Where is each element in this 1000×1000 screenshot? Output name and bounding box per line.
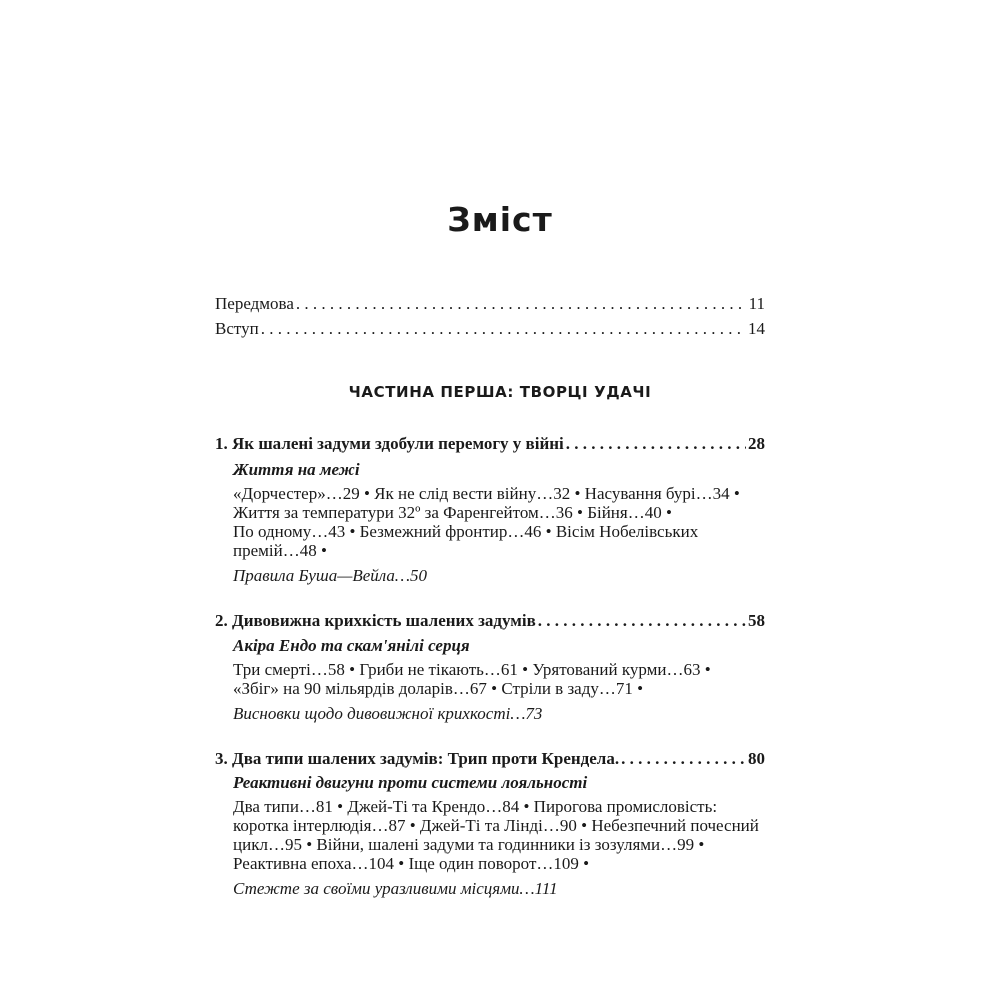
section-list-line: цикл…95 • Війни, шалені задуми та годинники із зозулями…99 • [233,835,705,854]
section-list-line: «Збіг» на 90 мільярдів доларів…67 • Стріли в заду…71 • [233,679,644,698]
section-list-line: Життя за температури 32º за Фаренгейтом…36 • Бійня…40 • [233,503,672,522]
chapter-page: 58 [748,611,765,630]
page-title: Зміст [447,200,553,239]
section-list-line: коротка інтерлюдія…87 • Джей-Ті та Лінді…90 • Небезпечний почесний [233,816,759,835]
toc-entry-page: 11 [748,294,765,313]
chapter-title: 1. Як шалені задуми здобули перемогу у війні [215,434,564,453]
chapter-conclusion: Висновки щодо дивовижної крихкості…73 [233,704,543,723]
dot-leader [538,610,746,632]
toc-entry-label: Вступ [215,319,259,338]
chapter-subtitle: Життя на межі [233,460,360,479]
chapter-page: 80 [748,749,765,768]
section-list-line: Два типи…81 • Джей-Ті та Крендо…84 • Пирогова промисловість: [233,797,718,816]
dot-leader [296,293,747,315]
chapter-conclusion: Стежте за своїми уразливими місцями…111 [233,879,558,898]
chapter-conclusion: Правила Буша—Вейла…50 [233,566,428,585]
toc-chapter-2[interactable] [215,610,765,632]
chapter-page: 28 [748,434,765,453]
section-list-line: Реактивна епоха…104 • Іще один поворот…109 • [233,854,590,873]
toc-chapter-1[interactable] [215,433,765,455]
dot-leader [261,318,746,340]
chapter-subtitle: Акіра Ендо та скам'янілі серця [233,636,470,655]
toc-entry-foreword[interactable] [215,293,765,315]
toc-entry-introduction[interactable] [215,318,765,340]
section-list-line: По одному…43 • Безмежний фронтир…46 • Вісім Нобелівських [233,522,699,541]
chapter-title: 3. Два типи шалених задумів: Трип проти Крендела. [215,749,620,768]
chapter-title: 2. Дивовижна крихкість шалених задумів [215,611,536,630]
toc-entry-label: Передмова [215,294,294,313]
section-list-line: Три смерті…58 • Гриби не тікають…61 • Урятований курми…63 • [233,660,711,679]
dot-leader [566,433,746,455]
chapter-subtitle: Реактивні двигуни проти системи лояльності [233,773,588,792]
toc-chapter-3[interactable] [215,748,765,770]
dot-leader [621,748,746,770]
toc-entry-page: 14 [748,319,765,338]
section-list-line: «Дорчестер»…29 • Як не слід вести війну…32 • Насування бурі…34 • [233,484,740,503]
part-heading: ЧАСТИНА ПЕРША: ТВОРЦІ УДАЧІ [348,383,652,401]
section-list-line: премій…48 • [233,541,327,560]
